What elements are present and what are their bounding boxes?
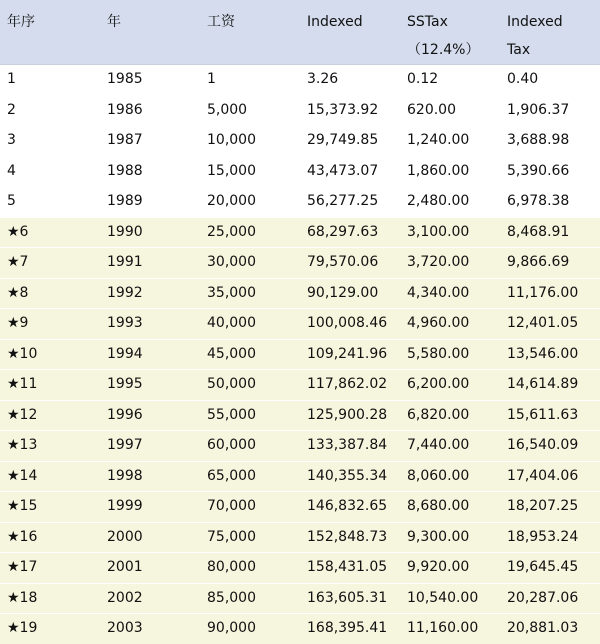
cell-indexed-tax: 18,953.24 <box>500 522 600 553</box>
cell-indexed-tax: 19,645.45 <box>500 553 600 584</box>
header-indexed-tax-line1: Indexed <box>507 14 563 30</box>
table-row <box>0 309 600 340</box>
cell-year: 2003 <box>100 614 200 644</box>
cell-sstax: 6,820.00 <box>400 400 500 431</box>
cell-wage: 60,000 <box>200 431 300 462</box>
cell-indexed: 133,387.84 <box>300 431 400 462</box>
cell-sstax: 620.00 <box>400 95 500 126</box>
cell-seq: 3 <box>0 126 100 157</box>
cell-indexed: 158,431.05 <box>300 553 400 584</box>
cell-wage: 15,000 <box>200 156 300 187</box>
cell-indexed: 3.26 <box>300 65 400 96</box>
cell-sstax: 3,720.00 <box>400 248 500 279</box>
cell-seq: ★7 <box>0 248 100 279</box>
cell-sstax: 0.12 <box>400 65 500 96</box>
cell-seq: ★19 <box>0 614 100 644</box>
cell-indexed-tax: 0.40 <box>500 65 600 96</box>
header-sstax-label: SSTax <box>407 14 448 30</box>
cell-indexed: 168,395.41 <box>300 614 400 644</box>
cell-seq: 2 <box>0 95 100 126</box>
cell-indexed-tax: 15,611.63 <box>500 400 600 431</box>
cell-indexed-tax: 13,546.00 <box>500 339 600 370</box>
cell-sstax: 4,340.00 <box>400 278 500 309</box>
cell-seq: ★18 <box>0 583 100 614</box>
table-body <box>0 65 600 644</box>
table-row <box>0 461 600 492</box>
cell-year: 1995 <box>100 370 200 401</box>
cell-seq: ★9 <box>0 309 100 340</box>
cell-wage: 1 <box>200 65 300 96</box>
cell-indexed: 100,008.46 <box>300 309 400 340</box>
cell-wage: 45,000 <box>200 339 300 370</box>
table-row <box>0 248 600 279</box>
cell-wage: 10,000 <box>200 126 300 157</box>
cell-indexed: 15,373.92 <box>300 95 400 126</box>
cell-indexed-tax: 20,881.03 <box>500 614 600 644</box>
cell-wage: 25,000 <box>200 217 300 248</box>
cell-indexed: 117,862.02 <box>300 370 400 401</box>
table-row <box>0 156 600 187</box>
cell-indexed: 125,900.28 <box>300 400 400 431</box>
cell-wage: 70,000 <box>200 492 300 523</box>
cell-seq: ★11 <box>0 370 100 401</box>
table-row <box>0 614 600 644</box>
cell-indexed-tax: 20,287.06 <box>500 583 600 614</box>
cell-wage: 5,000 <box>200 95 300 126</box>
cell-wage: 35,000 <box>200 278 300 309</box>
cell-year: 1999 <box>100 492 200 523</box>
cell-wage: 90,000 <box>200 614 300 644</box>
cell-indexed-tax: 18,207.25 <box>500 492 600 523</box>
cell-wage: 20,000 <box>200 187 300 218</box>
cell-indexed: 43,473.07 <box>300 156 400 187</box>
cell-wage: 55,000 <box>200 400 300 431</box>
cell-indexed: 163,605.31 <box>300 583 400 614</box>
cell-year: 1986 <box>100 95 200 126</box>
cell-wage: 30,000 <box>200 248 300 279</box>
cell-indexed-tax: 6,978.38 <box>500 187 600 218</box>
header-seq: 年序 <box>0 0 100 65</box>
cell-sstax: 8,680.00 <box>400 492 500 523</box>
cell-year: 1997 <box>100 431 200 462</box>
cell-seq: ★14 <box>0 461 100 492</box>
cell-indexed: 79,570.06 <box>300 248 400 279</box>
cell-indexed: 109,241.96 <box>300 339 400 370</box>
cell-indexed-tax: 12,401.05 <box>500 309 600 340</box>
header-sstax-rate: （12.4%） <box>407 42 480 58</box>
table-row <box>0 217 600 248</box>
cell-seq: 4 <box>0 156 100 187</box>
cell-sstax: 7,440.00 <box>400 431 500 462</box>
header-year: 年 <box>100 0 200 65</box>
cell-indexed-tax: 5,390.66 <box>500 156 600 187</box>
cell-seq: ★8 <box>0 278 100 309</box>
cell-year: 1989 <box>100 187 200 218</box>
table-row <box>0 126 600 157</box>
table-row <box>0 553 600 584</box>
cell-indexed: 152,848.73 <box>300 522 400 553</box>
cell-indexed-tax: 1,906.37 <box>500 95 600 126</box>
cell-year: 1993 <box>100 309 200 340</box>
cell-indexed-tax: 3,688.98 <box>500 126 600 157</box>
cell-year: 1990 <box>100 217 200 248</box>
cell-seq: 1 <box>0 65 100 96</box>
header-row <box>0 0 600 65</box>
cell-sstax: 3,100.00 <box>400 217 500 248</box>
cell-indexed-tax: 17,404.06 <box>500 461 600 492</box>
cell-year: 2000 <box>100 522 200 553</box>
cell-seq: ★17 <box>0 553 100 584</box>
cell-year: 1992 <box>100 278 200 309</box>
cell-indexed-tax: 8,468.91 <box>500 217 600 248</box>
cell-indexed: 29,749.85 <box>300 126 400 157</box>
table-row <box>0 187 600 218</box>
cell-seq: ★13 <box>0 431 100 462</box>
cell-indexed-tax: 9,866.69 <box>500 248 600 279</box>
table-row <box>0 278 600 309</box>
cell-seq: 5 <box>0 187 100 218</box>
header-indexed: Indexed <box>300 0 400 65</box>
header-wage: 工资 <box>200 0 300 65</box>
cell-seq: ★16 <box>0 522 100 553</box>
cell-year: 1996 <box>100 400 200 431</box>
cell-sstax: 10,540.00 <box>400 583 500 614</box>
cell-seq: ★10 <box>0 339 100 370</box>
cell-sstax: 5,580.00 <box>400 339 500 370</box>
cell-wage: 80,000 <box>200 553 300 584</box>
cell-indexed-tax: 16,540.09 <box>500 431 600 462</box>
cell-year: 1991 <box>100 248 200 279</box>
table-row <box>0 339 600 370</box>
table-row <box>0 370 600 401</box>
cell-sstax: 4,960.00 <box>400 309 500 340</box>
cell-indexed-tax: 14,614.89 <box>500 370 600 401</box>
cell-sstax: 11,160.00 <box>400 614 500 644</box>
header-sstax <box>400 0 500 65</box>
cell-seq: ★6 <box>0 217 100 248</box>
cell-sstax: 6,200.00 <box>400 370 500 401</box>
table-row <box>0 583 600 614</box>
cell-seq: ★15 <box>0 492 100 523</box>
cell-wage: 65,000 <box>200 461 300 492</box>
cell-indexed-tax: 11,176.00 <box>500 278 600 309</box>
header-indexed-tax <box>500 0 600 65</box>
table-row <box>0 522 600 553</box>
cell-year: 1994 <box>100 339 200 370</box>
table-row <box>0 95 600 126</box>
cell-seq: ★12 <box>0 400 100 431</box>
cell-sstax: 9,300.00 <box>400 522 500 553</box>
cell-sstax: 8,060.00 <box>400 461 500 492</box>
cell-wage: 40,000 <box>200 309 300 340</box>
cell-sstax: 9,920.00 <box>400 553 500 584</box>
cell-year: 1988 <box>100 156 200 187</box>
table-row <box>0 492 600 523</box>
cell-indexed: 68,297.63 <box>300 217 400 248</box>
cell-year: 1985 <box>100 65 200 96</box>
cell-indexed: 140,355.34 <box>300 461 400 492</box>
cell-indexed: 146,832.65 <box>300 492 400 523</box>
cell-sstax: 1,860.00 <box>400 156 500 187</box>
header-indexed-tax-line2: Tax <box>507 42 531 58</box>
cell-wage: 75,000 <box>200 522 300 553</box>
cell-indexed: 56,277.25 <box>300 187 400 218</box>
cell-year: 1998 <box>100 461 200 492</box>
cell-sstax: 1,240.00 <box>400 126 500 157</box>
table-row <box>0 65 600 96</box>
cell-wage: 50,000 <box>200 370 300 401</box>
table-row <box>0 400 600 431</box>
cell-sstax: 2,480.00 <box>400 187 500 218</box>
cell-year: 1987 <box>100 126 200 157</box>
cell-wage: 85,000 <box>200 583 300 614</box>
cell-year: 2001 <box>100 553 200 584</box>
table-row <box>0 431 600 462</box>
cell-year: 2002 <box>100 583 200 614</box>
cell-indexed: 90,129.00 <box>300 278 400 309</box>
